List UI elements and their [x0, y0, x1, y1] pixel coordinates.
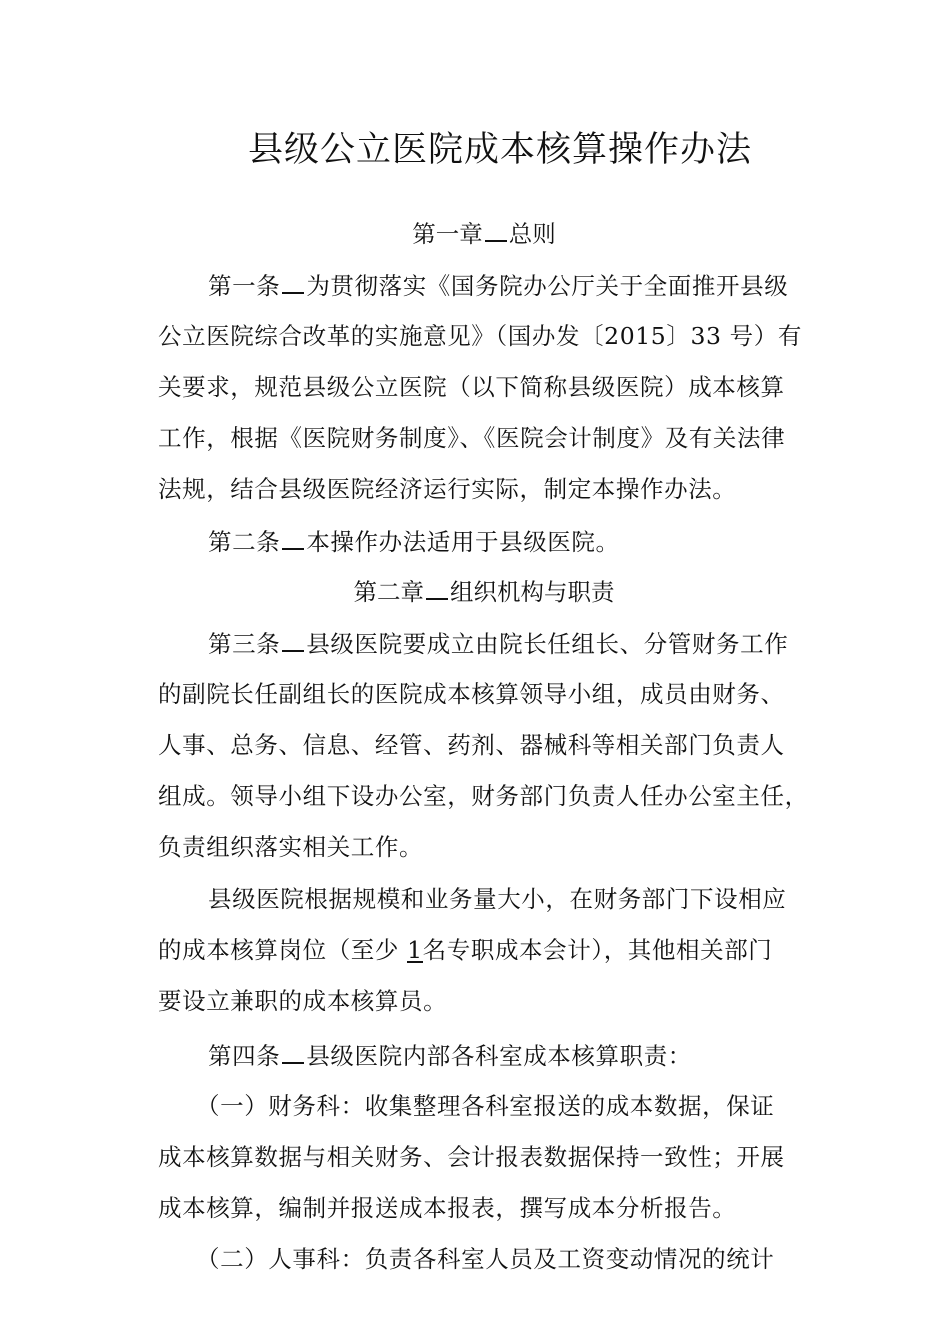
chapter-1-prefix: 第一章	[412, 220, 483, 248]
staff-text-before: 的成本核算岗位（至少	[158, 936, 408, 964]
item-2-line-1: （二）人事科：负责各科室人员及工资变动情况的统计	[196, 1245, 775, 1273]
staff-paragraph-line-3: 要设立兼职的成本核算员。	[158, 987, 448, 1015]
staff-count: 1	[407, 936, 423, 964]
article-1-text: 为贯彻落实《国务院办公厅关于全面推开县级	[306, 272, 789, 300]
staff-paragraph-line-1: 县级医院根据规模和业务量大小，在财务部门下设相应	[208, 885, 787, 913]
article-1-line-1	[208, 270, 788, 301]
article-3-text: 县级医院要成立由院长任组长、分管财务工作	[306, 630, 789, 658]
article-1-prefix: 第一条	[208, 272, 281, 300]
article-1-line-5: 法规，结合县级医院经济运行实际，制定本操作办法。	[158, 475, 737, 503]
chapter-2-prefix: 第二章	[353, 578, 424, 606]
article-1-line-3: 关要求，规范县级公立医院（以下简称县级医院）成本核算	[158, 373, 785, 401]
item-1-line-3: 成本核算，编制并报送成本报表，撰写成本分析报告。	[158, 1194, 737, 1222]
article-2-prefix: 第二条	[208, 528, 281, 556]
article-3-line-5: 负责组织落实相关工作。	[158, 833, 424, 861]
article-3-line-3: 人事、总务、信息、经管、药剂、器械科等相关部门负责人	[158, 731, 785, 759]
underline-gap	[282, 526, 304, 550]
item-1-line-2: 成本核算数据与相关财务、会计报表数据保持一致性；开展	[158, 1143, 785, 1171]
article-1-line-4: 工作，根据《医院财务制度》、《医院会计制度》及有关法律	[158, 424, 786, 452]
staff-paragraph-line-2	[158, 935, 772, 965]
chapter-2-heading	[0, 576, 950, 607]
article-1-line-2: 公立医院综合改革的实施意见》（国办发〔2015〕33 号）有	[158, 322, 802, 350]
chapter-1-heading	[0, 218, 950, 249]
article-3-prefix: 第三条	[208, 630, 281, 658]
article-3-line-1	[208, 628, 788, 659]
item-1-line-1: （一）财务科：收集整理各科室报送的成本数据，保证	[196, 1092, 775, 1120]
article-4-prefix: 第四条	[208, 1042, 281, 1070]
underline-gap	[282, 628, 304, 652]
staff-text-after: 名专职成本会计），其他相关部门	[422, 936, 773, 964]
article-3-line-2: 的副院长任副组长的医院成本核算领导小组，成员由财务、	[158, 680, 785, 708]
article-2-text: 本操作办法适用于县级医院。	[306, 528, 620, 556]
underline-gap	[282, 270, 304, 294]
chapter-1-name: 总则	[508, 220, 556, 248]
underline-gap	[282, 1040, 304, 1064]
article-3-line-4: 组成。领导小组下设办公室，财务部门负责人任办公室主任，	[158, 782, 809, 810]
article-2	[208, 526, 620, 557]
article-4	[208, 1040, 692, 1071]
chapter-2-name: 组织机构与职责	[450, 578, 615, 606]
article-4-text: 县级医院内部各科室成本核算职责：	[306, 1042, 692, 1070]
underline-gap	[485, 218, 507, 242]
document-title: 县级公立医院成本核算操作办法	[247, 130, 752, 170]
underline-gap	[426, 576, 448, 600]
